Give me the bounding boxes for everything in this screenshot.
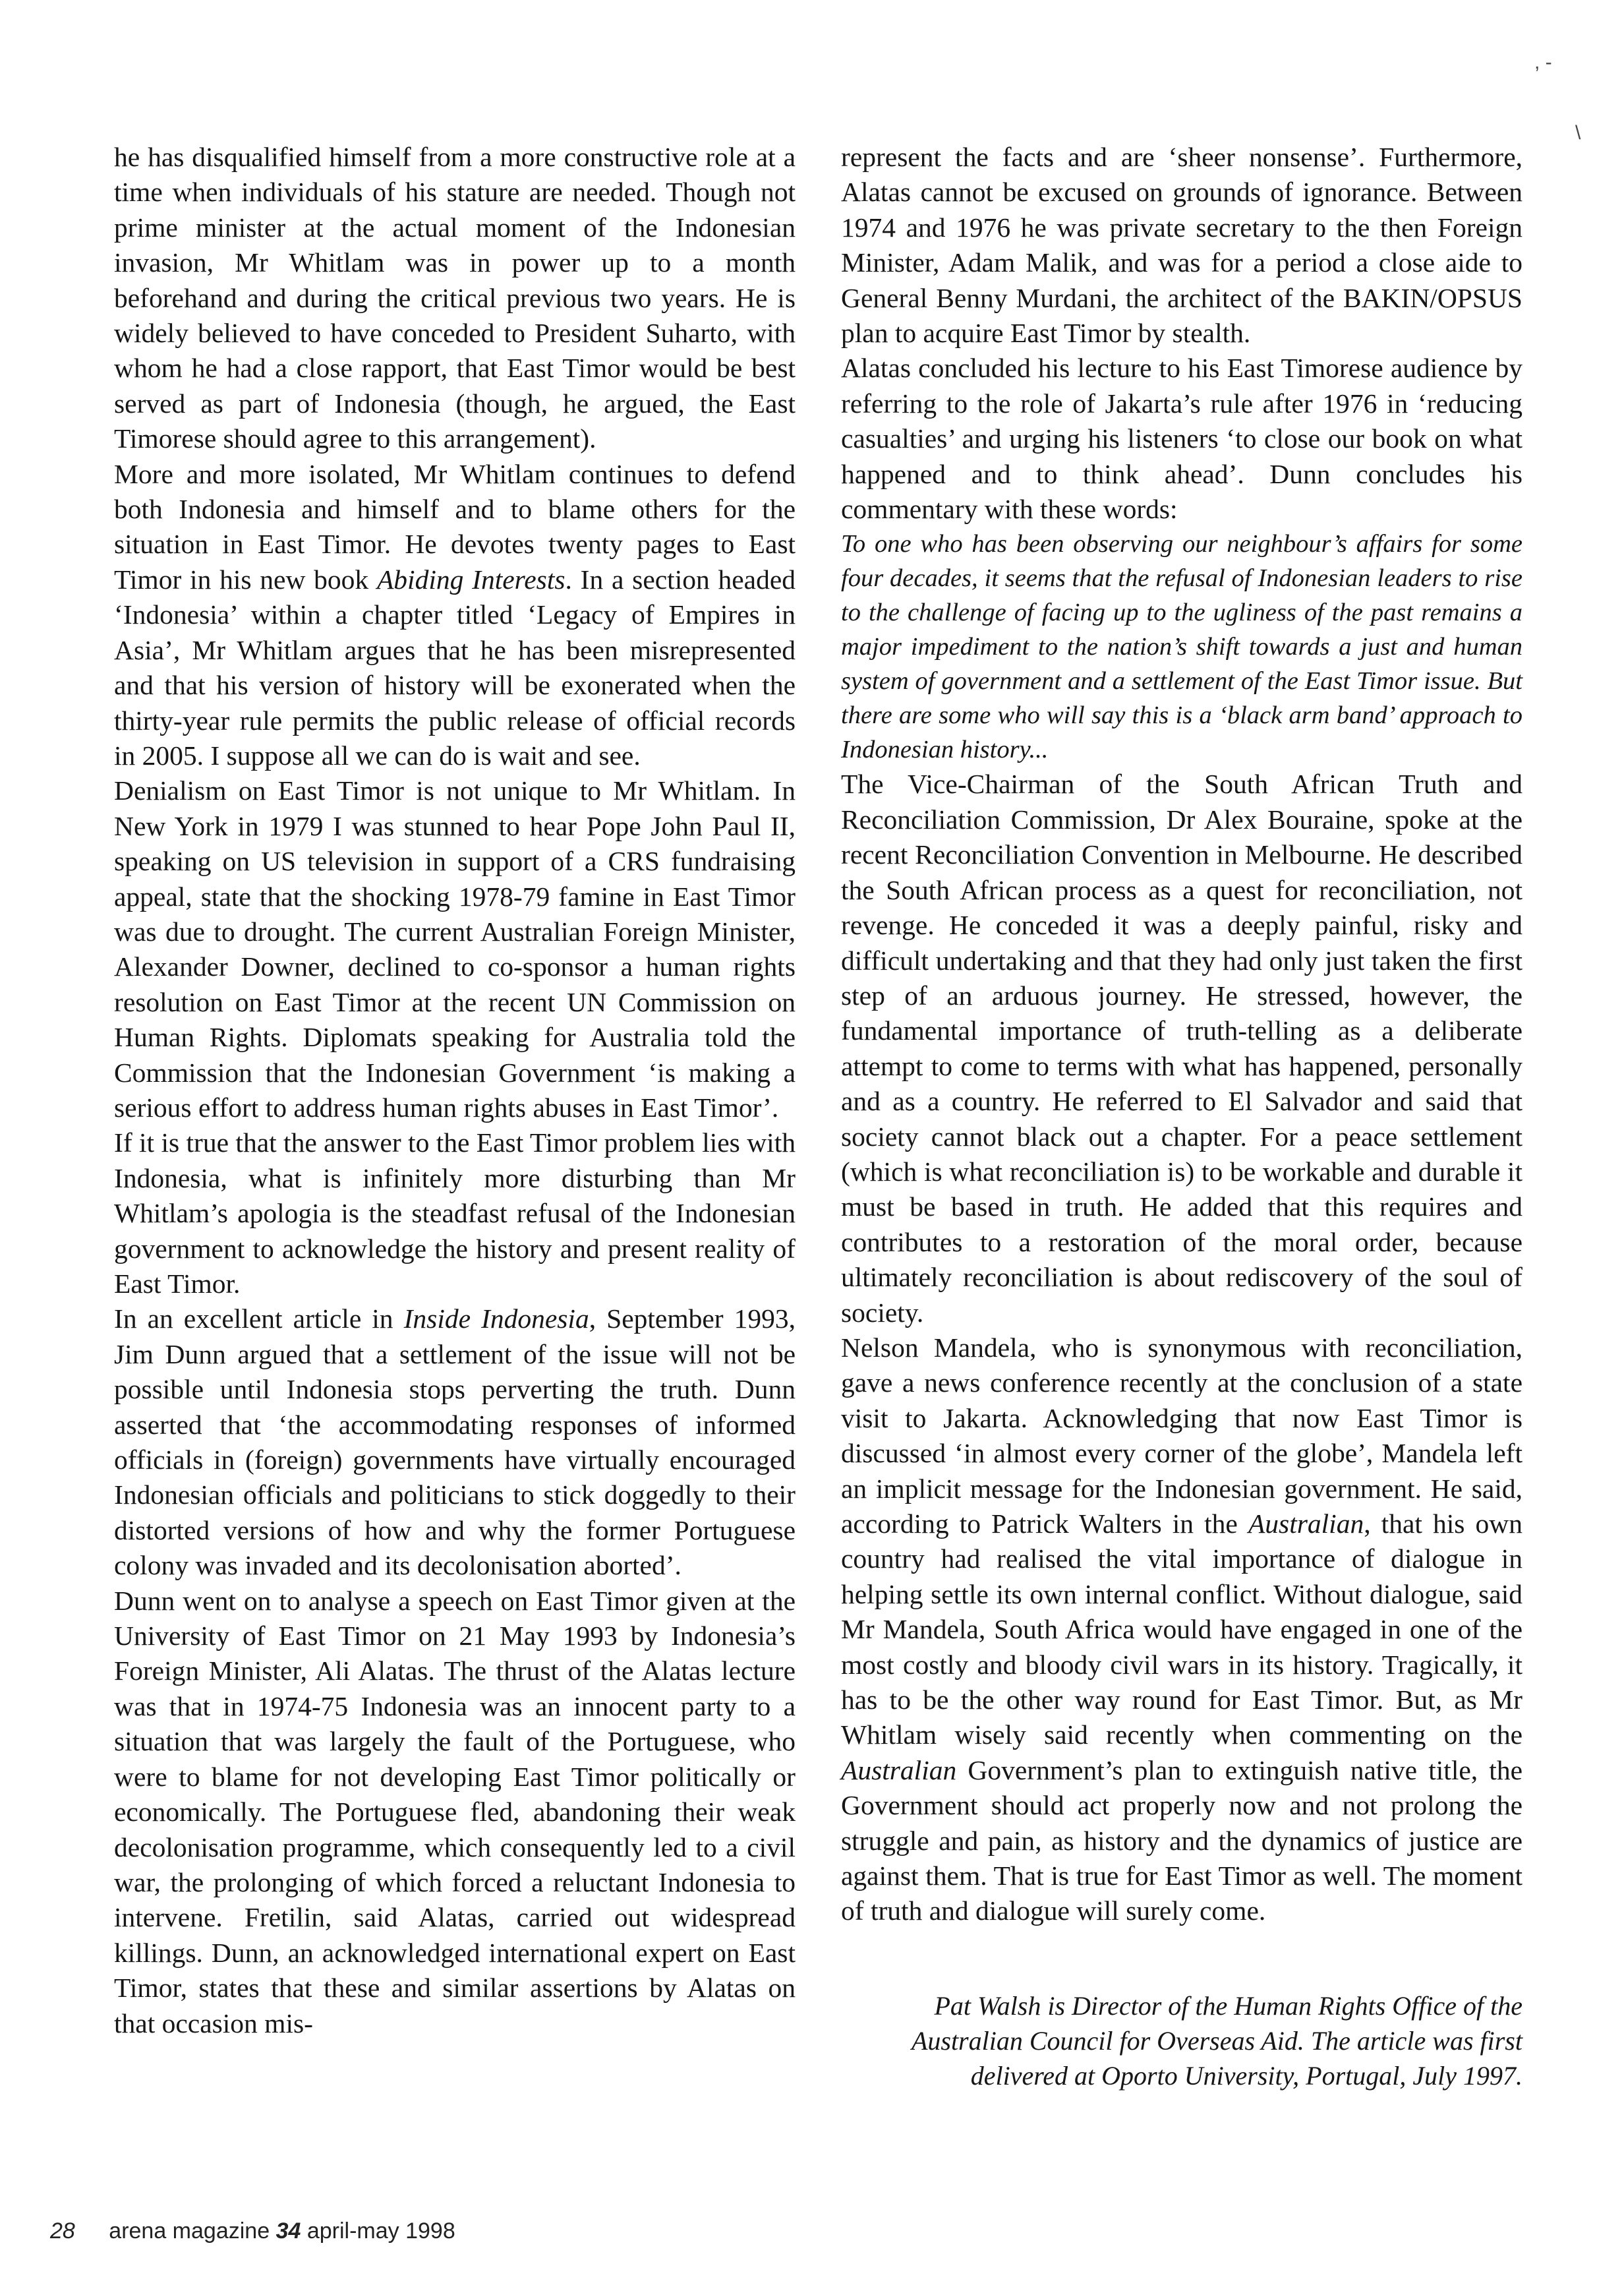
paragraph: The Vice-Chairman of the South African Truth and Reconciliation Commission, Dr Alex Bouraine, spoke at the recent Reconciliation Convention in Melbourne. He described the South African process as a quest for reconciliation, not revenge. He conceded it was a deeply painful, risky and difficult undertaking and that they had only just taken the first step of an arduous journey. He stressed, however, the fundamental importance of truth-telling as a deliberate attempt to come to terms with what has happened, personally and as a country. He referred to El Salvador and said that society cannot black out a chapter. For a peace settlement (which is what reconciliation is) to be workable and durable it must be based in truth. He added that this requires and contributes to a restoration of the moral order, because ultimately reconciliation is about rediscovery of the soul of society. <box>841 769 1522 1328</box>
page-footer <box>50 2218 455 2244</box>
magazine-name: arena magazine <box>109 2218 270 2244</box>
italic-title: Inside Indonesia <box>403 1303 589 1334</box>
paragraph: represent the facts and are ‘sheer nonsense’. Furthermore, Alatas cannot be excused on grounds of ignorance. Between 1974 and 1976 he was private secretary to the then Foreign Minister, Adam Malik, and was for a period a close aide to General Benny Murdani, the architect of the BAKIN/OPSUS plan to acquire East Timor by stealth. <box>841 142 1522 349</box>
paragraph: Alatas concluded his lecture to his East Timorese audience by referring to the role of Jakarta’s rule after 1976 in ‘reducing casualties’ and urging his listeners ‘to close our book on what happened and to think ahead’. Dunn concludes his commentary with these words: <box>841 353 1522 525</box>
article-left-column <box>114 140 796 2041</box>
byline-line: delivered at Oporto University, Portugal, July 1997. <box>970 2060 1522 2091</box>
paragraph: Dunn went on to analyse a speech on East Timor given at the University of East Timor on 21 May 1993 by Indonesia’s Foreign Minister, Ali Alatas. The thrust of the Alatas lecture was that in 1974-75 Indonesia was an innocent party to a situation that was largely the fault of the Portuguese, who were to blame for not developing East Timor politically or economically. The Portuguese fled, abandoning their weak decolonisation programme, which consequently led to a civil war, the prolonging of which forced a reluctant Indonesia to intervene. Fretilin, said Alatas, carried out widespread killings. Dunn, an acknowledged international expert on East Timor, states that these and similar assertions by Alatas on that occasion mis- <box>114 1585 796 2038</box>
page-number: 28 <box>50 2218 75 2244</box>
paragraph: More and more isolated, Mr Whitlam continues to defend both Indonesia and himself and to blame others for the situation in East Timor. He devotes twenty pages to East Timor in his new book Abiding Interests. In a section headed ‘Indonesia’ within a chapter titled ‘Legacy of Empires in Asia’, Mr Whitlam argues that he has been misrepresented and that his version of history will be exonerated when the thirty-year rule permits the public release of official records in 2005. I suppose all we can do is wait and see. <box>114 458 796 771</box>
paragraph: If it is true that the answer to the East Timor problem lies with Indonesia, what is infinitely more disturbing than Mr Whitlam’s apologia is the steadfast refusal of the Indonesian government to acknowledge the history and present reality of East Timor. <box>114 1127 796 1299</box>
byline-line: Australian Council for Overseas Aid. The article was first <box>911 2025 1522 2056</box>
italic-title: Abiding Interests <box>376 564 566 595</box>
paragraph: Nelson Mandela, who is synonymous with reconciliation, gave a news conference recently at the conclusion of a state visit to Jakarta. Acknowledging that now East Timor is discussed ‘in almost every corner of the globe’, Mandela left an implicit message for the Indonesian government. He said, according to Patrick Walters in the Australian, that his own country had realised the vital importance of dialogue in helping settle its own internal conflict. Without dialogue, said Mr Mandela, South Africa would have engaged in one of the most costly and bloody civil wars in its history. Tragically, it has to be the other way round for East Timor. But, as Mr Whitlam wisely said recently when commenting on the Australian Government’s plan to extinguish native title, the Government should act properly now and not prolong the struggle and pain, as history and the dynamics of justice are against them. That is true for East Timor as well. The moment of truth and dialogue will surely come. <box>841 1332 1522 1926</box>
author-byline <box>841 1988 1522 2093</box>
paragraph: In an excellent article in Inside Indonesia, September 1993, Jim Dunn argued that a settlement of the issue will not be possible until Indonesia stops perverting the truth. Dunn asserted that ‘the accommodating responses of informed officials in (foreign) governments have virtually encouraged Indonesian officials and politicians to stick doggedly to their distorted versions of how and why the former Portuguese colony was invaded and its decolonisation aborted’. <box>114 1303 796 1581</box>
article-right-column <box>841 140 1522 2093</box>
italic-title: Australian <box>1248 1508 1364 1539</box>
italic-title: Australian <box>841 1754 957 1785</box>
issue-number: 34 <box>276 2218 301 2244</box>
issue-date: april-may 1998 <box>306 2218 455 2244</box>
paragraph: Denialism on East Timor is not unique to Mr Whitlam. In New York in 1979 I was stunned to hear Pope John Paul II, speaking on US television in support of a CRS fundraising appeal, state that the shocking 1978-79 famine in East Timor was due to drought. The current Australian Foreign Minister, Alexander Downer, declined to co-sponsor a human rights resolution on East Timor at the recent UN Commission on Human Rights. Diplomats speaking for Australia told the Commission that the Indonesian Government ‘is making a serious effort to address human rights abuses in East Timor’. <box>114 775 796 1123</box>
scan-mark: , - <box>1534 51 1552 73</box>
byline-line: Pat Walsh is Director of the Human Rights Office of the <box>934 1990 1522 2021</box>
scan-mark: \ <box>1575 122 1581 144</box>
block-quote: To one who has been observing our neighbour’s affairs for some four decades, it seems that the refusal of Indonesian leaders to rise to the challenge of facing up to the ugliness of the past remains a major impediment to the nation’s shift towards a just and human system of government and a settlement of the East Timor issue. But there are some who will say this is a ‘black arm band’ approach to Indonesian history... <box>841 530 1522 764</box>
paragraph: he has disqualified himself from a more constructive role at a time when individuals of his stature are needed. Though not prime minister at the actual moment of the Indonesian invasion, Mr Whitlam was in power up to a month beforehand and during the critical previous two years. He is widely believed to have conceded to President Suharto, with whom he had a close rapport, that East Timor would be best served as part of Indonesia (though, he argued, the East Timorese should agree to this arrangement). <box>114 142 796 454</box>
